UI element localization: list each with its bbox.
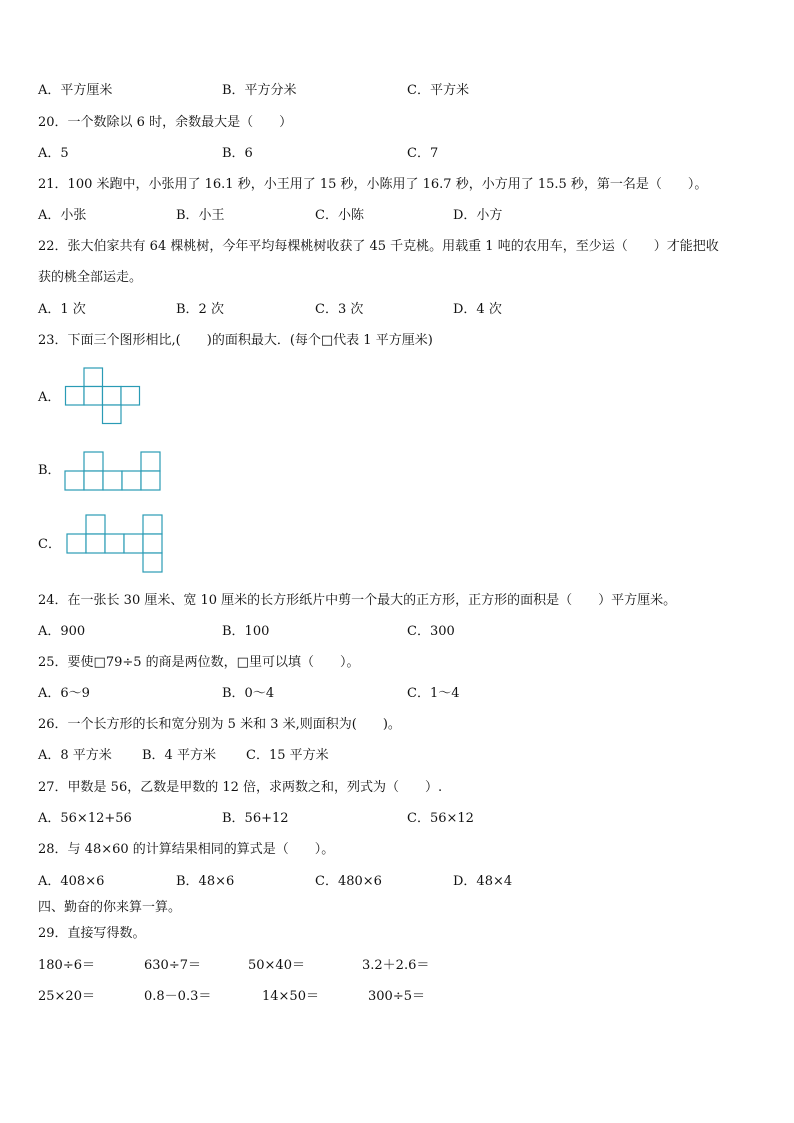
q21-option-b: B．小王 <box>176 208 225 223</box>
q21-option-d: D．小方 <box>453 208 503 223</box>
q21-option-a: A．小张 <box>38 208 87 223</box>
q29-item: 3.2＋2.6＝ <box>362 958 430 973</box>
q23-figure-c <box>66 514 166 578</box>
question-29-stem: 29．直接写得数。 <box>38 926 146 941</box>
question-25-stem: 25．要使□79÷5 的商是两位数，□里可以填（ ）。 <box>38 655 360 670</box>
q25-option-a: A．6～9 <box>38 686 90 701</box>
section-4-heading: 四、勤奋的你来算一算。 <box>38 900 182 915</box>
q27-option-c: C．56×12 <box>407 811 474 826</box>
question-21-stem: 21．100 米跑中，小张用了 16.1 秒，小王用了 15 秒，小陈用了 16.7 秒，小方用了 15.5 秒，第一名是（ ）。 <box>38 177 708 192</box>
question-22-stem-line2: 获的桃全部运走。 <box>38 270 143 285</box>
q29-item: 25×20＝ <box>38 989 95 1004</box>
q26-option-a: A．8 平方米 <box>38 748 112 763</box>
q27-option-a: A．56×12+56 <box>38 811 132 826</box>
q20-option-a: A．5 <box>38 146 69 161</box>
q19-option-a: A．平方厘米 <box>38 83 113 98</box>
q22-option-c: C．3 次 <box>315 302 364 317</box>
q20-option-b: B．6 <box>222 146 253 161</box>
q28-option-a: A．408×6 <box>38 874 105 889</box>
q24-option-b: B．100 <box>222 624 270 639</box>
q22-option-d: D．4 次 <box>453 302 502 317</box>
q19-option-b: B．平方分米 <box>222 83 297 98</box>
q20-option-c: C．7 <box>407 146 439 161</box>
question-26-stem: 26．一个长方形的长和宽分别为 5 米和 3 米,则面积为( )。 <box>38 717 401 732</box>
q29-item: 630÷7＝ <box>144 958 201 973</box>
question-24-stem: 24．在一张长 30 厘米、宽 10 厘米的长方形纸片中剪一个最大的正方形，正方形的面积是（ ）平方厘米。 <box>38 593 677 608</box>
q22-option-b: B．2 次 <box>176 302 224 317</box>
question-23-stem: 23．下面三个图形相比,( )的面积最大．(每个□代表 1 平方厘米) <box>38 333 433 348</box>
q23-label-c: C． <box>38 537 61 552</box>
q21-option-c: C．小陈 <box>315 208 364 223</box>
q23-label-a: A． <box>38 390 61 405</box>
q25-option-c: C．1～4 <box>407 686 460 701</box>
q24-option-c: C．300 <box>407 624 455 639</box>
q28-option-b: B．48×6 <box>176 874 235 889</box>
q26-option-b: B．4 平方米 <box>142 748 216 763</box>
question-28-stem: 28．与 48×60 的计算结果相同的算式是（ ）。 <box>38 842 335 857</box>
q29-item: 0.8－0.3＝ <box>144 989 212 1004</box>
q24-option-a: A．900 <box>38 624 86 639</box>
question-22-stem-line1: 22．张大伯家共有 64 棵桃树，今年平均每棵桃树收获了 45 千克桃。用载重 1 吨的农用车，至少运（ ）才能把收 <box>38 239 719 254</box>
q28-option-c: C．480×6 <box>315 874 382 889</box>
q28-option-d: D．48×4 <box>453 874 513 889</box>
q22-option-a: A．1 次 <box>38 302 86 317</box>
q25-option-b: B．0～4 <box>222 686 275 701</box>
question-20-stem: 20．一个数除以 6 时，余数最大是（ ） <box>38 115 293 130</box>
q29-item: 14×50＝ <box>262 989 319 1004</box>
q29-item: 50×40＝ <box>248 958 305 973</box>
question-27-stem: 27．甲数是 56，乙数是甲数的 12 倍，求两数之和，列式为（ ）. <box>38 780 443 795</box>
q27-option-b: B．56+12 <box>222 811 289 826</box>
q29-item: 300÷5＝ <box>368 989 425 1004</box>
q29-item: 180÷6＝ <box>38 958 95 973</box>
q19-option-c: C．平方米 <box>407 83 469 98</box>
q23-label-b: B． <box>38 463 61 478</box>
q23-figure-b <box>64 451 164 497</box>
q26-option-c: C．15 平方米 <box>246 748 329 763</box>
q23-figure-a <box>64 367 144 431</box>
